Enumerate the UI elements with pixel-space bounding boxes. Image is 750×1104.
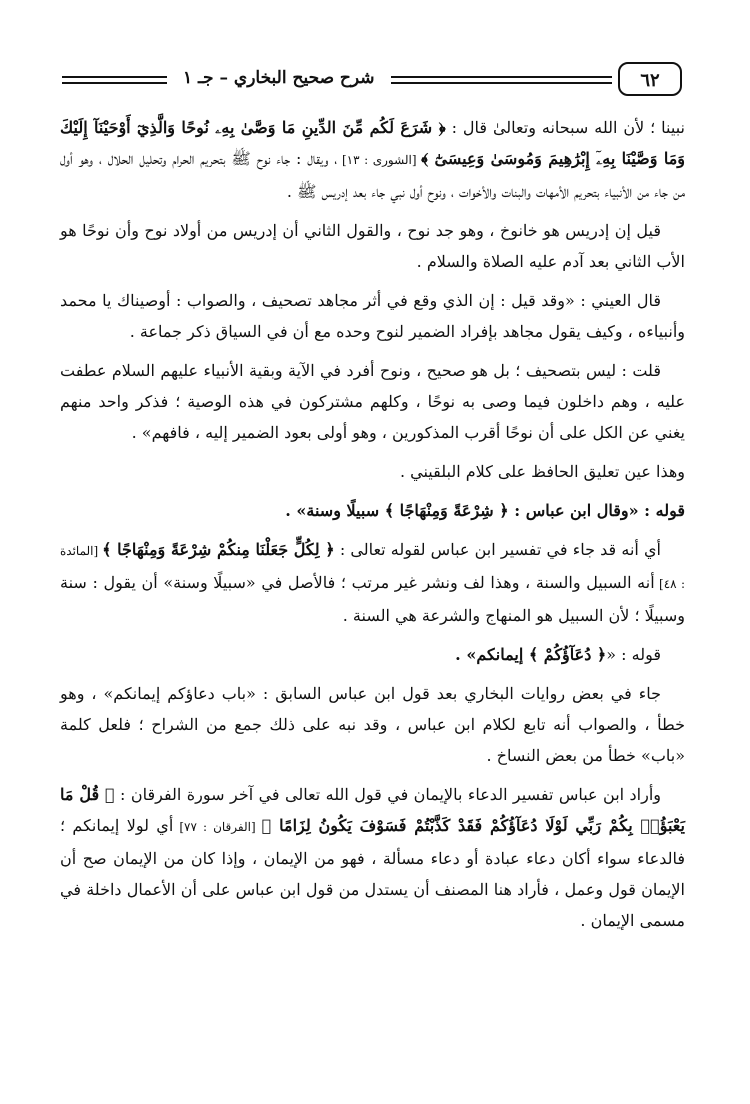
- verse-reference: [الفرقان : ٧٧]: [173, 820, 262, 834]
- paragraph: [60, 534, 685, 631]
- paragraph-text: قيل إن إدريس هو خانوخ ، وهو جد نوح ، والقول الثاني أن إدريس من أولاد نوح وأن نوحًا هو الأب الثاني بعد آدم عليه الصلاة والسلام .: [60, 221, 685, 271]
- running-title: شرح صحيح البخاري – جـ ١: [167, 64, 391, 92]
- paragraph-text: قوله : «: [606, 645, 661, 664]
- paragraph-text: قوله : «وقال ابن عباس :: [508, 501, 685, 520]
- verse-reference: [المائدة : ٤٨]: [60, 544, 686, 591]
- paragraph-text: أنه السبيل والسنة ، وهذا لف ونشر غير مرتب ؛ فالأصل في «سبيلًا وسنة» أن يقول : سنة وسبيلًا ؛ لأن السبيل هو المنهاج والشرعة هي السنة .: [60, 573, 685, 625]
- paragraph: [60, 456, 685, 487]
- paragraph: [60, 678, 685, 771]
- paragraph-text: وأراد ابن عباس تفسير الدعاء بالإيمان في قول الله تعالى في آخر سورة الفرقان :: [114, 785, 661, 804]
- paragraph-text: قلت : ليس بتصحيف ؛ بل هو صحيح ، ونوح أفرد في الآية وبقية الأنبياء عليهم السلام عطفت عليه ، وهم داخلون فيما وصى به نوحًا ، وكلهم مشتركون في هذه الوصية ؛ فذكر واحد منهم يغني عن الكل على أن نوحًا أقرب المذكورين ، وهو أولى بعود الضمير إليه ، فافهم» .: [60, 361, 685, 442]
- paragraph: [60, 112, 685, 207]
- paragraph-text: إيمانكم» .: [455, 645, 529, 664]
- paragraph: [60, 495, 685, 526]
- page-number: ٦٢: [618, 62, 682, 96]
- paragraph-text: وهذا عين تعليق الحافظ على كلام البلقيني .: [399, 462, 685, 481]
- paragraph: [60, 639, 685, 670]
- paragraph-text: قال العيني : «وقد قيل : إن الذي وقع في أثر مجاهد تصحيف ، والصواب : أوصيناك يا محمد وأنبياءه ، وكيف يقول مجاهد بإفراد الضمير لنوح وحده مع أن في السياق ذكر جماعة .: [60, 291, 685, 341]
- paragraph-text: أي أنه قد جاء في تفسير ابن عباس لقوله تعالى :: [334, 540, 661, 559]
- quran-verse: ﴿ لِكُلٍّ جَعَلْنَا مِنكُمْ شِرْعَةً وَمِنْهَاجًا ﴾: [102, 540, 335, 559]
- paragraph-text: سبيلًا وسنة» .: [285, 501, 385, 520]
- verse-reference: [الشورى : ١٣]: [337, 153, 422, 167]
- page-header: [62, 58, 682, 98]
- paragraph-text: ، ويقال : جاء نوح ﷺ بتحريم الحرام وتحليل الحلال ، وهو أول من جاء من الأنبياء بتحريم الأمهات والبنات والأخوات ، ونوح أول نبي جاء بعد إدريس ﷺ .: [60, 149, 685, 201]
- paragraph: [60, 285, 685, 347]
- page-body: [60, 112, 685, 944]
- quran-verse: ﴿ قُلْ مَا يَعْبَؤُا۟ بِكُمْ رَبِّي لَوْلَا دُعَآؤُكُمْ فَقَدْ كَذَّبْتُمْ فَسَوْفَ يَكُونُ لِزَامًا ﴾: [60, 785, 685, 835]
- quran-verse: ﴿ شِرْعَةً وَمِنْهَاجًا ﴾: [384, 501, 509, 520]
- quran-verse: ﴿ دُعَآؤُكُمْ ﴾: [528, 645, 607, 664]
- quran-verse: ﴿ شَرَعَ لَكُم مِّنَ الدِّينِ مَا وَصَّىٰ بِهِۦ نُوحًا وَالَّذِيٓ أَوْحَيْنَآ إِلَيْكَ وَمَا وَصَّيْنَا بِهِۦٓ إِبْرَٰهِيمَ وَمُوسَىٰ وَعِيسَىٰٓ ﴾: [60, 118, 686, 168]
- paragraph-text: جاء في بعض روايات البخاري بعد قول ابن عباس السابق : «باب دعاؤكم إيمانكم» ، وهو خطأ ، والصواب أنه تابع لكلام ابن عباس ، وقد نبه على ذلك جمع من الشراح ؛ فلعل كلمة «باب» خطأ من بعض النساخ .: [60, 684, 685, 765]
- paragraph: [60, 779, 685, 936]
- paragraph-text: أي لولا إيمانكم ؛ فالدعاء سواء أكان دعاء عبادة أو دعاء مسألة ، فهو من الإيمان ، وإذا كان من الإيمان صح أن الإيمان قول وعمل ، فأراد هنا المصنف أن يستدل من قول ابن عباس على أن الأعمال داخلة في مسمى الإيمان .: [60, 816, 685, 930]
- paragraph-text: نبينا ؛ لأن الله سبحانه وتعالىٰ قال :: [445, 118, 685, 137]
- paragraph: [60, 355, 685, 448]
- paragraph: [60, 215, 685, 277]
